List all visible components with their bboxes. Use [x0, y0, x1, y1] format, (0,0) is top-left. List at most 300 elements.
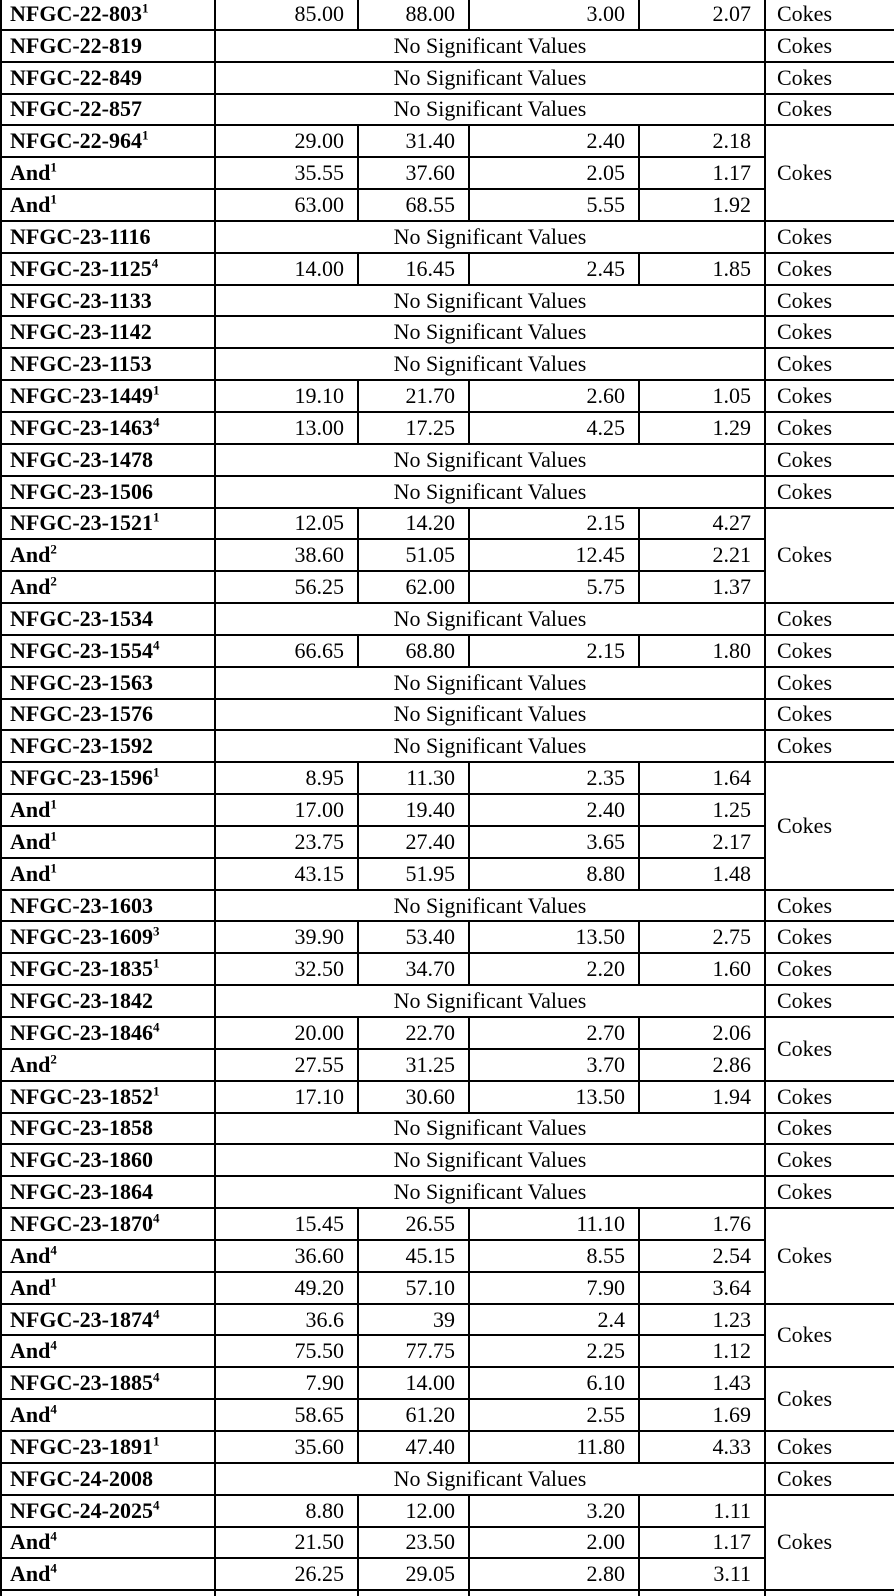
hole-id-cell — [1, 762, 215, 794]
hole-id-cell — [1, 1017, 215, 1049]
footnote-superscript: 4 — [152, 414, 160, 430]
hole-id-cell — [1, 890, 215, 922]
table-row — [1, 858, 894, 890]
table-row — [1, 1304, 894, 1336]
hole-id-text: NFGC-22-819 — [10, 32, 142, 58]
grade-cell: 2.75 — [639, 921, 765, 953]
table-row — [1, 1335, 894, 1367]
grade-cell: 1.05 — [639, 380, 765, 412]
hole-id-text: NFGC-23-1554 — [10, 637, 153, 663]
table-row — [1, 1463, 894, 1495]
to-cell: 57.10 — [358, 1272, 469, 1304]
to-cell: 53.40 — [358, 921, 469, 953]
interval-cell: 2.80 — [469, 1558, 639, 1590]
hole-id-cell — [1, 508, 215, 540]
table-row — [1, 1176, 894, 1208]
table-row — [1, 1527, 894, 1559]
grade-cell: 1.43 — [639, 1367, 765, 1399]
zone-cell: Cokes — [765, 221, 894, 253]
from-cell: 29.00 — [215, 125, 358, 157]
footnote-superscript: 1 — [141, 127, 149, 143]
hole-id-text: NFGC-23-1858 — [10, 1115, 153, 1141]
table-row — [1, 1272, 894, 1304]
zone-cell: Cokes — [765, 1304, 894, 1368]
hole-id-cell — [1, 1208, 215, 1240]
zone-cell: Cokes — [765, 125, 894, 221]
zone-cell: Cokes — [765, 316, 894, 348]
to-cell: 37.60 — [358, 157, 469, 189]
hole-id-text: NFGC-22-857 — [10, 96, 142, 122]
table-row — [1, 1049, 894, 1081]
interval-cell: 2.05 — [469, 157, 639, 189]
no-significant-values-cell: No Significant Values — [215, 699, 765, 731]
from-cell: 49.20 — [215, 1272, 358, 1304]
to-cell: 26.55 — [358, 1208, 469, 1240]
interval-cell: 2.25 — [469, 1335, 639, 1367]
interval-cell: 13.50 — [469, 1081, 639, 1113]
interval-cell: 3.20 — [469, 1495, 639, 1527]
from-cell: 75.50 — [215, 1335, 358, 1367]
table-row — [1, 1431, 894, 1463]
footnote-superscript: 2 — [50, 573, 57, 589]
interval-cell: 6.10 — [469, 1367, 639, 1399]
hole-id-cell — [1, 412, 215, 444]
hole-id-text: And — [10, 1529, 51, 1555]
table-row — [1, 921, 894, 953]
zone-cell: Cokes — [765, 1176, 894, 1208]
hole-id-cell — [1, 62, 215, 94]
hole-id-cell — [1, 730, 215, 762]
hole-id-text: NFGC-23-1133 — [10, 287, 152, 313]
grade-cell: 4.27 — [639, 508, 765, 540]
hole-id-text: NFGC-23-1846 — [10, 1019, 153, 1045]
table-row — [1, 1558, 894, 1590]
hole-id-text: NFGC-24-2008 — [10, 1465, 153, 1491]
hole-id-cell — [1, 1431, 215, 1463]
table-row — [1, 125, 894, 157]
hole-id-cell — [1, 539, 215, 571]
no-significant-values-cell: No Significant Values — [215, 444, 765, 476]
zone-cell: Cokes — [765, 508, 894, 604]
zone-cell: Cokes — [765, 1367, 894, 1431]
hole-id-text: NFGC-23-1874 — [10, 1306, 153, 1332]
hole-id-cell — [1, 1590, 215, 1596]
hole-id-cell — [1, 1049, 215, 1081]
interval-cell: 2.20 — [469, 953, 639, 985]
from-cell: 58.65 — [215, 1399, 358, 1431]
from-cell: 66.65 — [215, 635, 358, 667]
interval-cell: 2.15 — [469, 635, 639, 667]
zone-cell: Cokes — [765, 1113, 894, 1145]
zone-cell: Cokes — [765, 476, 894, 508]
interval-cell: 2.15 — [469, 508, 639, 540]
zone-cell: Cokes — [765, 285, 894, 317]
table-row — [1, 412, 894, 444]
hole-id-cell — [1, 826, 215, 858]
hole-id-text: NFGC-23-1603 — [10, 892, 153, 918]
hole-id-text: And — [10, 797, 51, 823]
grade-cell — [639, 1590, 765, 1596]
interval-cell: 2.40 — [469, 794, 639, 826]
table-row — [1, 444, 894, 476]
grade-cell: 1.80 — [639, 635, 765, 667]
hole-id-text: NFGC-23-1563 — [10, 669, 153, 695]
interval-cell: 5.75 — [469, 571, 639, 603]
hole-id-text: NFGC-22-849 — [10, 64, 142, 90]
to-cell: 34.70 — [358, 953, 469, 985]
hole-id-text: NFGC-23-1534 — [10, 605, 153, 631]
hole-id-text: NFGC-23-1891 — [10, 1433, 153, 1459]
hole-id-cell — [1, 1463, 215, 1495]
zone-cell: Cokes — [765, 412, 894, 444]
footnote-superscript: 4 — [152, 1306, 160, 1322]
interval-cell: 12.45 — [469, 539, 639, 571]
to-cell: 47.40 — [358, 1431, 469, 1463]
hole-id-text: And — [10, 1561, 51, 1587]
no-significant-values-cell: No Significant Values — [215, 94, 765, 126]
grade-cell: 1.94 — [639, 1081, 765, 1113]
hole-id-text: NFGC-23-1835 — [10, 956, 153, 982]
hole-id-text: And — [10, 1051, 51, 1077]
no-significant-values-cell: No Significant Values — [215, 1113, 765, 1145]
table-row — [1, 699, 894, 731]
no-significant-values-cell: No Significant Values — [215, 285, 765, 317]
grade-cell: 1.60 — [639, 953, 765, 985]
zone-cell: Cokes — [765, 1081, 894, 1113]
hole-id-cell — [1, 0, 215, 30]
zone-cell: Cokes — [765, 985, 894, 1017]
from-cell: 85.00 — [215, 0, 358, 30]
interval-cell: 8.80 — [469, 858, 639, 890]
table-row — [1, 985, 894, 1017]
to-cell: 68.80 — [358, 635, 469, 667]
table-row — [1, 157, 894, 189]
table-row — [1, 667, 894, 699]
footnote-superscript: 4 — [50, 1560, 57, 1576]
hole-id-cell — [1, 1527, 215, 1559]
hole-id-cell — [1, 476, 215, 508]
table-row — [1, 285, 894, 317]
table-row — [1, 762, 894, 794]
table-row — [1, 1399, 894, 1431]
zone-cell: Cokes — [765, 1208, 894, 1304]
footnote-superscript: 4 — [50, 1401, 57, 1417]
hole-id-cell — [1, 794, 215, 826]
hole-id-text: NFGC-23-1860 — [10, 1147, 153, 1173]
footnote-superscript: 4 — [152, 1019, 160, 1035]
to-cell: 14.20 — [358, 508, 469, 540]
from-cell: 17.00 — [215, 794, 358, 826]
interval-cell: 11.10 — [469, 1208, 639, 1240]
interval-cell: 2.60 — [469, 380, 639, 412]
from-cell: 17.10 — [215, 1081, 358, 1113]
footnote-superscript: 4 — [151, 255, 159, 271]
hole-id-cell — [1, 985, 215, 1017]
hole-id-cell — [1, 253, 215, 285]
table-row — [1, 0, 894, 30]
to-cell: 11.30 — [358, 762, 469, 794]
grade-cell: 1.64 — [639, 762, 765, 794]
zone-cell: Cokes — [765, 762, 894, 889]
hole-id-text: NFGC-23-1576 — [10, 701, 153, 727]
hole-id-text: And — [10, 828, 51, 854]
no-significant-values-cell: No Significant Values — [215, 62, 765, 94]
hole-id-text: NFGC-23-1864 — [10, 1179, 153, 1205]
table-row — [1, 94, 894, 126]
from-cell: 36.60 — [215, 1240, 358, 1272]
to-cell: 30.60 — [358, 1081, 469, 1113]
from-cell: 56.25 — [215, 571, 358, 603]
table-row — [1, 253, 894, 285]
hole-id-cell — [1, 1558, 215, 1590]
grade-cell: 2.54 — [639, 1240, 765, 1272]
hole-id-text: NFGC-23-1125 — [10, 255, 152, 281]
hole-id-text: NFGC-23-1478 — [10, 446, 153, 472]
hole-id-cell — [1, 316, 215, 348]
from-cell: 38.60 — [215, 539, 358, 571]
table-row — [1, 571, 894, 603]
hole-id-cell — [1, 189, 215, 221]
hole-id-text: NFGC-23-1609 — [10, 924, 153, 950]
grade-cell: 2.17 — [639, 826, 765, 858]
hole-id-cell — [1, 125, 215, 157]
table-row — [1, 539, 894, 571]
hole-id-text: NFGC-23-1463 — [10, 414, 153, 440]
table-row — [1, 30, 894, 62]
footnote-superscript: 1 — [141, 0, 149, 16]
from-cell: 39.90 — [215, 921, 358, 953]
footnote-superscript: 4 — [152, 1497, 160, 1513]
table-row — [1, 476, 894, 508]
to-cell: 16.45 — [358, 253, 469, 285]
from-cell: 35.60 — [215, 1431, 358, 1463]
footnote-superscript: 1 — [152, 764, 160, 780]
interval-cell: 7.90 — [469, 1272, 639, 1304]
grade-cell: 2.06 — [639, 1017, 765, 1049]
grade-cell: 1.85 — [639, 253, 765, 285]
zone-cell: Cokes — [765, 603, 894, 635]
hole-id-text: NFGC-23-1153 — [10, 351, 152, 377]
hole-id-text: And — [10, 160, 51, 186]
footnote-superscript: 1 — [152, 1433, 160, 1449]
from-cell: 23.75 — [215, 826, 358, 858]
grade-cell: 1.92 — [639, 189, 765, 221]
no-significant-values-cell: No Significant Values — [215, 348, 765, 380]
to-cell: 45.15 — [358, 1240, 469, 1272]
interval-cell — [469, 1590, 639, 1596]
hole-id-cell — [1, 1495, 215, 1527]
grade-cell: 1.25 — [639, 794, 765, 826]
interval-cell: 3.00 — [469, 0, 639, 30]
table-row — [1, 62, 894, 94]
hole-id-cell — [1, 157, 215, 189]
hole-id-cell — [1, 380, 215, 412]
hole-id-cell — [1, 444, 215, 476]
from-cell: 36.6 — [215, 1304, 358, 1336]
to-cell: 17.25 — [358, 412, 469, 444]
to-cell: 61.20 — [358, 1399, 469, 1431]
interval-cell: 3.65 — [469, 826, 639, 858]
footnote-superscript: 4 — [50, 1529, 57, 1545]
hole-id-cell — [1, 285, 215, 317]
footnote-superscript: 4 — [50, 1242, 57, 1258]
hole-id-text: NFGC-23-1842 — [10, 988, 153, 1014]
table-row — [1, 1367, 894, 1399]
hole-id-cell — [1, 1335, 215, 1367]
table-row — [1, 953, 894, 985]
table-row — [1, 508, 894, 540]
zone-cell: Cokes — [765, 1017, 894, 1081]
interval-cell: 2.70 — [469, 1017, 639, 1049]
from-cell: 8.95 — [215, 762, 358, 794]
footnote-superscript: 2 — [50, 541, 57, 557]
zone-cell: Cokes — [765, 348, 894, 380]
table-row — [1, 316, 894, 348]
footnote-superscript: 1 — [50, 191, 57, 207]
from-cell: 27.55 — [215, 1049, 358, 1081]
zone-cell: Cokes — [765, 0, 894, 30]
hole-id-cell — [1, 1272, 215, 1304]
to-cell: 14.00 — [358, 1367, 469, 1399]
from-cell: 21.50 — [215, 1527, 358, 1559]
zone-cell: Cokes — [765, 1495, 894, 1591]
hole-id-cell — [1, 921, 215, 953]
from-cell: 7.90 — [215, 1367, 358, 1399]
zone-cell: Cokes — [765, 1144, 894, 1176]
interval-cell: 2.55 — [469, 1399, 639, 1431]
hole-id-text: And — [10, 191, 51, 217]
hole-id-cell — [1, 603, 215, 635]
table-row — [1, 794, 894, 826]
zone-cell: Cokes — [765, 953, 894, 985]
grade-cell: 3.64 — [639, 1272, 765, 1304]
footnote-superscript: 4 — [152, 1369, 160, 1385]
grade-cell: 2.86 — [639, 1049, 765, 1081]
zone-cell: Cokes — [765, 921, 894, 953]
footnote-superscript: 1 — [50, 796, 57, 812]
footnote-superscript: 3 — [152, 924, 160, 940]
no-significant-values-cell: No Significant Values — [215, 667, 765, 699]
hole-id-text: And — [10, 860, 51, 886]
table-row — [1, 1017, 894, 1049]
to-cell: 31.25 — [358, 1049, 469, 1081]
interval-cell: 11.80 — [469, 1431, 639, 1463]
grade-cell: 4.33 — [639, 1431, 765, 1463]
no-significant-values-cell: No Significant Values — [215, 730, 765, 762]
interval-cell: 2.35 — [469, 762, 639, 794]
hole-id-cell — [1, 94, 215, 126]
interval-cell: 4.25 — [469, 412, 639, 444]
zone-cell: Cokes — [765, 730, 894, 762]
table-row — [1, 603, 894, 635]
grade-cell: 1.76 — [639, 1208, 765, 1240]
footnote-superscript: 1 — [152, 510, 160, 526]
hole-id-text: NFGC-23-1506 — [10, 478, 153, 504]
hole-id-text: NFGC-23-1592 — [10, 733, 153, 759]
hole-id-text: And — [10, 542, 51, 568]
to-cell: 39 — [358, 1304, 469, 1336]
interval-cell: 5.55 — [469, 189, 639, 221]
table-row — [1, 1081, 894, 1113]
to-cell: 88.00 — [358, 0, 469, 30]
grade-cell: 1.69 — [639, 1399, 765, 1431]
hole-id-text: NFGC-24-2025 — [10, 1497, 153, 1523]
hole-id-text: NFGC-23-1449 — [10, 383, 153, 409]
interval-cell: 13.50 — [469, 921, 639, 953]
hole-id-text: NFGC-23-1142 — [10, 319, 152, 345]
to-cell: 19.40 — [358, 794, 469, 826]
interval-cell: 8.55 — [469, 1240, 639, 1272]
from-cell: 63.00 — [215, 189, 358, 221]
footnote-superscript: 1 — [152, 1083, 160, 1099]
grade-cell: 1.37 — [639, 571, 765, 603]
to-cell: 22.70 — [358, 1017, 469, 1049]
grade-cell: 1.23 — [639, 1304, 765, 1336]
zone-cell: Cokes — [765, 699, 894, 731]
no-significant-values-cell: No Significant Values — [215, 603, 765, 635]
footnote-superscript: 1 — [50, 159, 57, 175]
to-cell: 62.00 — [358, 571, 469, 603]
from-cell: 26.25 — [215, 1558, 358, 1590]
zone-cell: Cokes — [765, 1463, 894, 1495]
hole-id-cell — [1, 1144, 215, 1176]
grade-cell: 1.48 — [639, 858, 765, 890]
to-cell: 23.50 — [358, 1527, 469, 1559]
zone-cell: Cokes — [765, 62, 894, 94]
to-cell: 21.70 — [358, 380, 469, 412]
hole-id-text: NFGC-23-1870 — [10, 1210, 153, 1236]
grade-cell: 2.07 — [639, 0, 765, 30]
grade-cell: 1.17 — [639, 157, 765, 189]
hole-id-cell — [1, 1367, 215, 1399]
footnote-superscript: 1 — [152, 382, 160, 398]
table-row — [1, 1208, 894, 1240]
drill-results-table-body — [1, 0, 894, 1596]
hole-id-text: NFGC-22-803 — [10, 0, 142, 26]
no-significant-values-cell: No Significant Values — [215, 1176, 765, 1208]
table-row — [1, 1495, 894, 1527]
grade-cell: 1.17 — [639, 1527, 765, 1559]
hole-id-text: And — [10, 1242, 51, 1268]
zone-cell: Cokes — [765, 635, 894, 667]
zone-cell: Cokes — [765, 444, 894, 476]
footnote-superscript: 4 — [152, 1210, 160, 1226]
grade-cell: 2.21 — [639, 539, 765, 571]
table-row — [1, 730, 894, 762]
footnote-superscript: 1 — [50, 1274, 57, 1290]
table-row — [1, 1113, 894, 1145]
partial-row — [1, 1590, 894, 1596]
zone-cell: Cokes — [765, 30, 894, 62]
hole-id-text: And — [10, 1338, 51, 1364]
from-cell: 14.00 — [215, 253, 358, 285]
footnote-superscript: 4 — [50, 1338, 57, 1354]
no-significant-values-cell: No Significant Values — [215, 1144, 765, 1176]
from-cell: 8.80 — [215, 1495, 358, 1527]
hole-id-cell — [1, 30, 215, 62]
interval-cell: 2.45 — [469, 253, 639, 285]
hole-id-text: And — [10, 1274, 51, 1300]
grade-cell: 1.11 — [639, 1495, 765, 1527]
grade-cell: 3.11 — [639, 1558, 765, 1590]
interval-cell: 2.00 — [469, 1527, 639, 1559]
to-cell: 27.40 — [358, 826, 469, 858]
zone-cell: Cokes — [765, 253, 894, 285]
zone-cell — [765, 1590, 894, 1596]
no-significant-values-cell: No Significant Values — [215, 476, 765, 508]
to-cell: 12.00 — [358, 1495, 469, 1527]
to-cell: 31.40 — [358, 125, 469, 157]
